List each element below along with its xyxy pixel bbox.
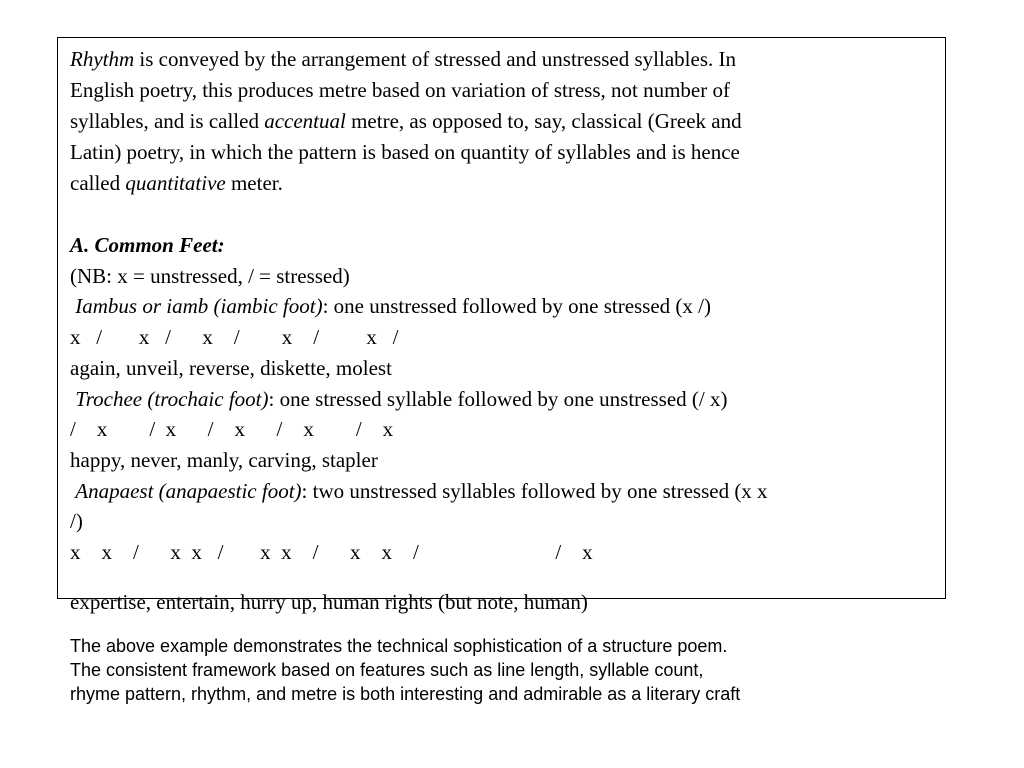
foot-anapaest-title-cont: /) [70,509,83,533]
foot-iamb-title: Iambus or iamb (iambic foot): one unstressed followed by one stressed (x /) [75,294,711,318]
term-accentual: accentual [264,109,346,133]
notation-note: (NB: x = unstressed, / = stressed) [70,264,350,288]
term-quantitative: quantitative [125,171,226,195]
foot-anapaest-title: Anapaest (anapaestic foot): two unstressed syllables followed by one stressed (x x [75,479,768,503]
foot-name: Iambus or iamb (iambic foot) [75,294,323,318]
section-heading: A. Common Feet: [70,233,225,257]
intro-paragraph: Rhythm is conveyed by the arrangement of stressed and unstressed syllables. In English poetry, this produces metre based on variation of stress, not number of syllables, and is called accentual metre, as opposed to, say, classical (Greek and Latin) poetry, in which the pattern is based on quantity of syllables and is hence called quantitative meter. [70,47,742,195]
foot-trochee-title: Trochee (trochaic foot): one stressed syllable followed by one unstressed (/ x) [75,387,728,411]
foot-name: Trochee (trochaic foot) [75,387,269,411]
foot-anapaest-examples: expertise, entertain, hurry up, human rights (but note, human) [70,590,588,614]
foot-trochee-examples: happy, never, manly, carving, stapler [70,448,378,472]
footnote-paragraph: The above example demonstrates the technical sophistication of a structure poem. The consistent framework based on features such as line length, syllable count, rhyme pattern, rhythm, and metre is both interesting and admirable as a literary craft [70,636,741,704]
foot-iamb-examples: again, unveil, reverse, diskette, molest [70,356,392,380]
foot-anapaest-pattern: x x / x x / x x / x x / / x [70,540,593,564]
foot-name: Anapaest (anapaestic foot) [75,479,302,503]
foot-trochee-pattern: / x / x / x / x / x [70,417,394,441]
foot-iamb-pattern: x / x / x / x / x / [70,325,399,349]
term-rhythm: Rhythm [70,47,135,71]
